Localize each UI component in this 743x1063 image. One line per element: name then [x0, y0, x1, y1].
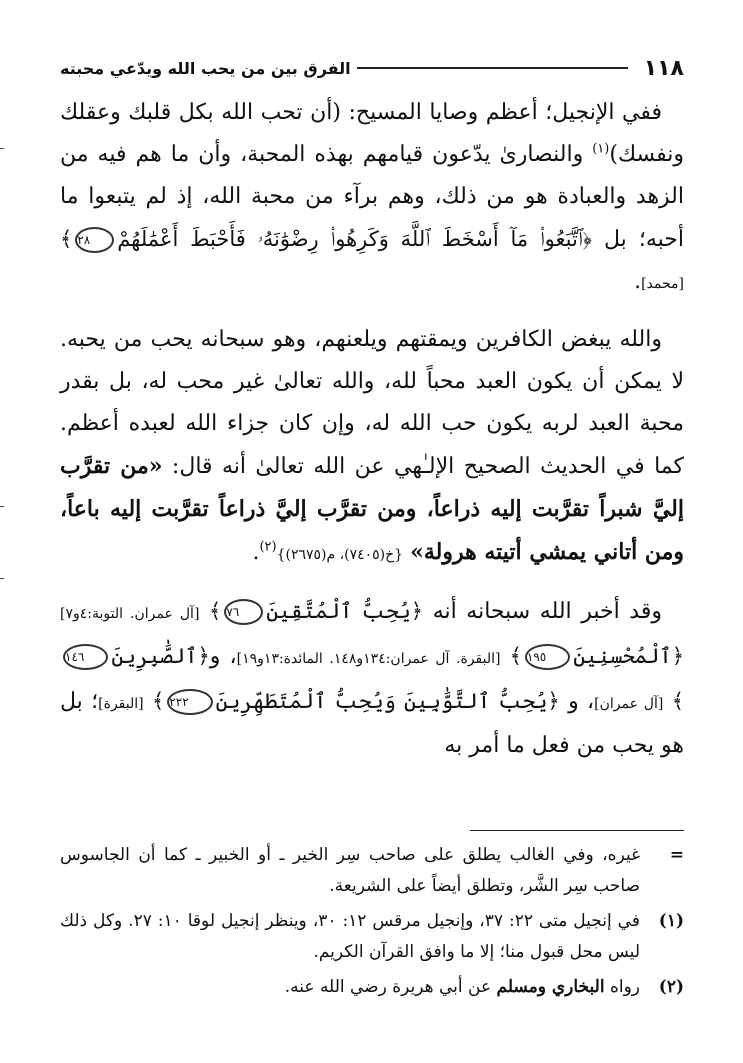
verse-close-bracket: ﴾ — [509, 644, 522, 668]
conjunction: ، و — [559, 689, 595, 714]
verse-close-bracket: ﴾ — [209, 599, 222, 623]
paragraph-text: وقد أخبر الله سبحانه أنه — [423, 599, 662, 624]
paragraph-injil — [60, 92, 684, 305]
sentence-end: . — [252, 540, 260, 565]
paragraph-hadith — [60, 319, 684, 576]
verse-close-bracket: ﴾ — [671, 689, 685, 713]
surah-reference: [آل عمران] — [594, 696, 664, 712]
footnote-ref: (٢) — [259, 539, 277, 555]
paragraph-text: ؛ بل هو يحب من فعل ما أمر به — [60, 689, 684, 758]
footnote-source-names: البخاري ومسلم — [496, 977, 605, 997]
ayah-number-medallion: ٢٢٢ — [167, 689, 212, 715]
ayah-number-medallion: ١٩٥ — [525, 644, 570, 670]
paragraph-text: والله يبغض الكافرين ويمقتهم ويلعنهم، وهو سبحانه يحب من يحبه. لا يمكن أن يكون العبد محباً لله، والله تعالىٰ غير محب له، بل بقدر محبة العبد لربه يكون حب الله له، وإن كان جزاء الله لعبده أعظم. كما في الحديث الصحيح الإلـٰهي عن الله تعالىٰ أنه قال: — [60, 327, 684, 479]
footnote-separator — [470, 830, 684, 831]
scan-edge-mark — [0, 578, 4, 579]
surah-reference: [آل عمران. التوبة:٤و٧] — [60, 606, 200, 622]
surah-reference: [البقرة] — [98, 696, 144, 712]
scan-edge-mark — [0, 506, 4, 507]
footnote-text-part: رواه — [604, 977, 640, 997]
footnote-ref: (١) — [592, 141, 610, 157]
paragraph-verses — [60, 590, 684, 767]
footnote-text — [60, 972, 640, 1003]
verse-close-bracket: ﴾ — [151, 689, 165, 713]
body-text — [60, 92, 684, 767]
footnote-1 — [60, 906, 684, 968]
hadith-quote: «من تقرَّب إليَّ شبراً تقرَّبت إليه ذراعاً، ومن تقرَّب إليَّ ذراعاً تقرَّبت إليه باعاً، ومن أتاني يمشي أتيته هرولة» — [60, 453, 684, 565]
surah-reference: [محمد] — [641, 276, 684, 292]
ayah-number-medallion: ٧٦ — [224, 599, 263, 625]
footnote-marker: (١) — [658, 911, 684, 931]
footnote-marker: = — [669, 845, 684, 865]
page-header — [60, 50, 684, 86]
paragraph-text: ففي الإنجيل؛ أعظم وصايا المسيح: (أن تحب الله بكل قلبك وعقلك ونفسك) — [60, 100, 684, 167]
ayah-number-medallion: ١٤٦ — [63, 644, 108, 670]
scan-edge-mark — [0, 148, 4, 149]
footnote-text: في إنجيل متى ٢٢: ٣٧، وإنجيل مرقس ١٢: ٣٠، وينظر إنجيل لوقا ١٠: ٢٧. وكل ذلك ليس محل قبول منا؛ إلا ما وافق القرآن الكريم. — [60, 911, 640, 962]
quran-verse: ﴿ٱتَّبَعُوا۟ مَآ أَسْخَطَ ٱللَّهَ وَكَرِهُوا۟ رِضْوَٰنَهُۥ فَأَحْبَطَ أَعْمَٰلَهُمْ — [117, 227, 592, 251]
quran-verse: ﴿ٱلْمُحْسِنِينَ — [573, 644, 684, 668]
conjunction: ، و — [209, 644, 237, 669]
book-page — [60, 40, 684, 1050]
quran-verse: ﴿يُحِبُّ ٱلْمُتَّقِينَ — [266, 599, 424, 623]
surah-reference: [البقرة. آل عمران:١٣٤و١٤٨. المائدة:١٣و١٩] — [236, 651, 501, 667]
footnote-text: غيره، وفي الغالب يطلق على صاحب سِر الخير ـ أو الخبير ـ كما أن الجاسوس صاحب سِر الشَّر، وتطلق أيضاً على الشريعة. — [60, 845, 640, 896]
footnote-2 — [60, 972, 684, 1003]
paragraph-text: والنصارىٰ يدّعون قيامهم بهذه المحبة، وأن ما هم فيه من الزهد والعبادة هو من ذلك، وهم برآء من محبة الله، إذ لم يتبعوا ما أحبه؛ بل — [60, 142, 684, 252]
quran-verse: ﴿يُحِبُّ ٱلتَّوَّٰبِينَ وَيُحِبُّ ٱلْمُتَطَهِّرِينَ — [215, 689, 560, 713]
footnotes — [60, 840, 684, 1007]
page-number: ١١٨ — [643, 55, 684, 81]
footnote-continuation — [60, 840, 684, 902]
verse-close-bracket: ﴾ — [60, 227, 73, 251]
footnote-marker: (٢) — [658, 977, 684, 997]
running-title: الفرق بين من يحب الله ويدّعي محبته — [60, 58, 351, 78]
hadith-citation: {خ(٧٤٠٥)، م(٢٦٧٥)} — [276, 547, 404, 563]
sentence-end: . — [634, 269, 642, 294]
quran-verse: ﴿ٱلصَّٰبِرِينَ — [111, 644, 210, 668]
ayah-number-medallion: ٢٨ — [75, 227, 114, 253]
header-rule — [357, 67, 628, 69]
footnote-text-part: عن أبي هريرة رضي الله عنه. — [284, 977, 497, 997]
